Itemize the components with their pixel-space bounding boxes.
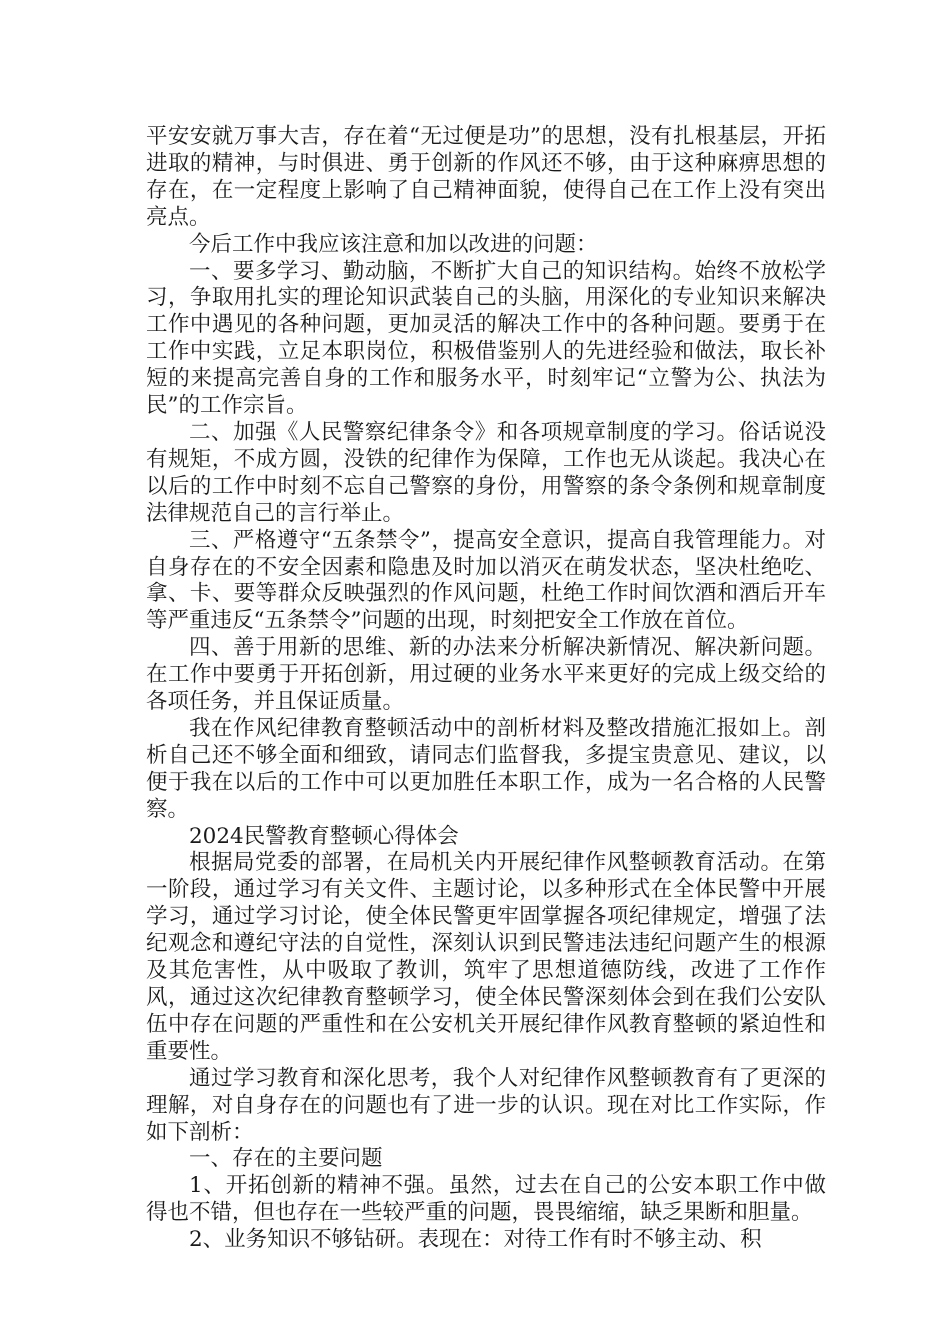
paragraph-4: 二、加强《人民警察纪律条令》和各项规章制度的学习。俗话说没有规矩，不成方圆，没铁的纪律作为保障，工作也无从谈起。我决心在以后的工作中时刻不忘自己警察的身份，用警察的条令条例和规章制度法律规范自己的言行举止。 xyxy=(146,419,826,526)
paragraph-2: 今后工作中我应该注意和加以改进的问题： xyxy=(189,231,598,257)
paragraph-10: 通过学习教育和深化思考，我个人对纪律作风整顿教育有了更深的理解，对自身存在的问题也有了进一步的认识。现在对比工作实际，作如下剖析： xyxy=(146,1065,826,1145)
paragraph-3: 一、要多学习、勤动脑，不断扩大自己的知识结构。始终不放松学习，争取用扎实的理论知识武装自己的头脑，用深化的专业知识来解决工作中遇见的各种问题，更加灵活的解决工作中的各种问题。要勇于在工作中实践，立足本职岗位，积极借鉴别人的先进经验和做法，取长补短的来提高完善自身的工作和服务水平，时刻牢记“立警为公、执法为民”的工作宗旨。 xyxy=(146,258,826,419)
document-page xyxy=(146,124,826,1254)
paragraph-7: 我在作风纪律教育整顿活动中的剖析材料及整改措施汇报如上。剖析自己还不够全面和细致，请同志们监督我，多提宝贵意见、建议，以便于我在以后的工作中可以更加胜任本职工作，成为一名合格的人民警察。 xyxy=(146,715,826,822)
paragraph-13: 2、业务知识不够钻研。表现在：对待工作有时不够主动、积 xyxy=(189,1227,762,1253)
subheading: 一、存在的主要问题 xyxy=(189,1146,383,1172)
paragraph-6: 四、善于用新的思维、新的办法来分析解决新情况、解决新问题。在工作中要勇于开拓创新，用过硬的业务水平来更好的完成上级交给的各项任务，并且保证质量。 xyxy=(146,635,826,715)
section-title: 2024民警教育整顿心得体会 xyxy=(189,823,459,849)
paragraph-9: 根据局党委的部署，在局机关内开展纪律作风整顿教育活动。在第一阶段，通过学习有关文件、主题讨论，以多种形式在全体民警中开展学习，通过学习讨论，使全体民警更牢固掌握各项纪律规定，增强了法纪观念和遵纪守法的自觉性，深刻认识到民警违法违纪问题产生的根源及其危害性，从中吸取了教训，筑牢了思想道德防线，改进了工作作风，通过这次纪律教育整顿学习，使全体民警深刻体会到在我们公安队伍中存在问题的严重性和在公安机关开展纪律作风教育整顿的紧迫性和重要性。 xyxy=(146,850,826,1064)
paragraph-12: 1、开拓创新的精神不强。虽然，过去在自己的公安本职工作中做得也不错，但也存在一些较严重的问题，畏畏缩缩，缺乏果断和胆量。 xyxy=(146,1173,826,1226)
paragraph-1: 平安安就万事大吉，存在着“无过便是功”的思想，没有扎根基层，开拓进取的精神，与时俱进、勇于创新的作风还不够，由于这种麻痹思想的存在，在一定程度上影响了自己精神面貌，使得自己在工作上没有突出亮点。 xyxy=(146,124,826,230)
paragraph-5: 三、严格遵守“五条禁令”，提高安全意识，提高自我管理能力。对自身存在的不安全因素和隐患及时加以消灭在萌发状态，坚决杜绝吃、拿、卡、要等群众反映强烈的作风问题，杜绝工作时间饮酒和酒后开车等严重违反“五条禁令”问题的出现，时刻把安全工作放在首位。 xyxy=(146,527,826,634)
